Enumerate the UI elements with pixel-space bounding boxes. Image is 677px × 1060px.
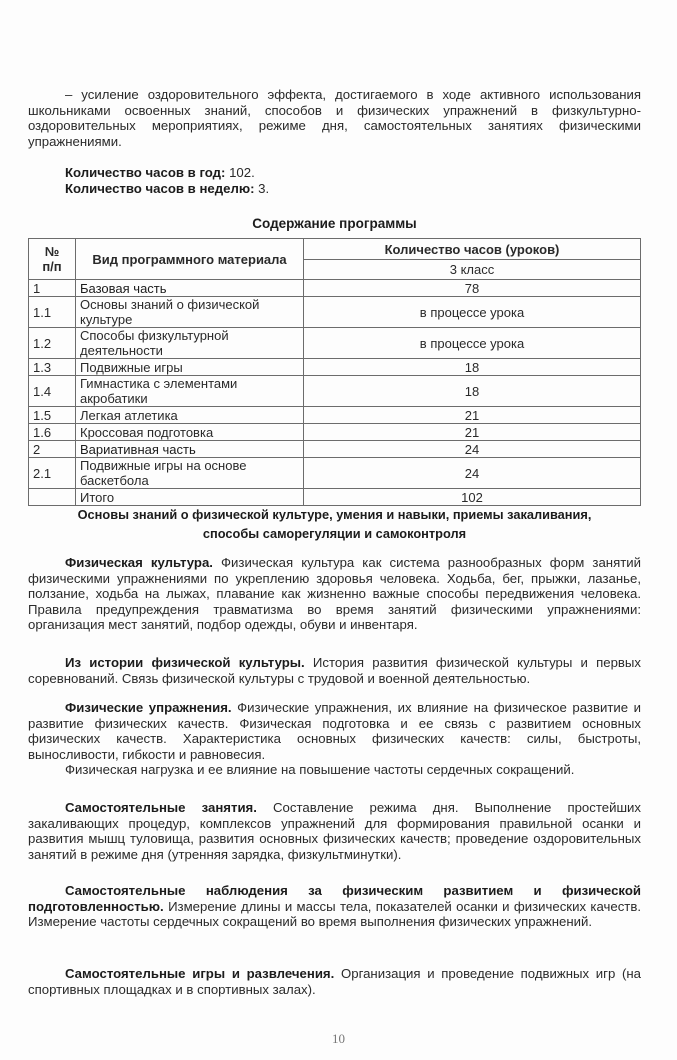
table-row bbox=[29, 328, 641, 359]
table-row bbox=[29, 376, 641, 407]
row-number: 1.6 bbox=[29, 424, 76, 441]
paragraph-heading: Самостоятельные игры и развлечения. bbox=[65, 966, 335, 981]
header-num: № п/п bbox=[29, 239, 76, 280]
paragraph-text: Физические упражнения, их влияние на физическое развитие и развитие физических качеств. Физическая подготовка и ее связь с развитием основных физических качеств. Характеристика основных физических качеств: силы, быстроты, выносливости, гибкости и равновесия. bbox=[28, 700, 641, 762]
row-hours: 102 bbox=[304, 489, 641, 506]
row-material: Кроссовая подготовка bbox=[76, 424, 304, 441]
paragraph-independent-sessions bbox=[28, 800, 641, 862]
paragraph-exercises bbox=[28, 700, 641, 778]
paragraph-self-observation bbox=[28, 883, 641, 930]
row-number: 1 bbox=[29, 280, 76, 297]
row-material: Вариативная часть bbox=[76, 441, 304, 458]
paragraph-heading: Физические упражнения. bbox=[65, 700, 232, 715]
hours-per-year-value: 102. bbox=[225, 165, 255, 180]
paragraph-extra: Физическая нагрузка и ее влияние на повышение частоты сердечных сокращений. bbox=[65, 762, 575, 778]
header-material: Вид программного материала bbox=[76, 239, 304, 280]
row-hours: в процессе урока bbox=[304, 328, 641, 359]
row-number: 1.3 bbox=[29, 359, 76, 376]
table-header-row bbox=[29, 239, 641, 260]
row-hours: 24 bbox=[304, 441, 641, 458]
paragraph-heading: Физическая культура. bbox=[65, 555, 213, 570]
paragraph-heading: Самостоятельные наблюдения за физическим развитием и физической подготовленностью. bbox=[28, 883, 641, 914]
row-hours: 21 bbox=[304, 407, 641, 424]
row-number: 1.2 bbox=[29, 328, 76, 359]
paragraph-heading: Из истории физической культуры. bbox=[65, 655, 305, 670]
header-grade: 3 класс bbox=[304, 260, 641, 280]
hours-per-year bbox=[65, 165, 269, 181]
paragraph-history bbox=[28, 655, 641, 686]
row-number: 2.1 bbox=[29, 458, 76, 489]
row-material: Подвижные игры на основе баскетбола bbox=[76, 458, 304, 489]
hours-per-week bbox=[65, 181, 269, 197]
table-title: Содержание программы bbox=[252, 216, 417, 231]
intro-paragraph: – усиление оздоровительного эффекта, достигаемого в ходе активного использования школьниками освоенных знаний, способов и физических упражнений в физкультурно-оздоровительных мероприятиях, режиме дня, самостоятельных занятиях физическими упражнениями. bbox=[28, 87, 641, 149]
hours-per-year-label: Количество часов в год: bbox=[65, 165, 226, 180]
row-number: 1.5 bbox=[29, 407, 76, 424]
hours-per-week-label: Количество часов в неделю: bbox=[65, 181, 255, 196]
row-material: Подвижные игры bbox=[76, 359, 304, 376]
row-material: Основы знаний о физической культуре bbox=[76, 297, 304, 328]
section-title bbox=[28, 505, 641, 543]
hours-per-week-value: 3. bbox=[254, 181, 270, 196]
section-title-line1: Основы знаний о физической культуре, умения и навыки, приемы закаливания, bbox=[77, 507, 592, 522]
row-hours: 18 bbox=[304, 376, 641, 407]
paragraph-physical-culture bbox=[28, 555, 641, 633]
row-hours: 18 bbox=[304, 359, 641, 376]
row-material: Легкая атлетика bbox=[76, 407, 304, 424]
header-hours: Количество часов (уроков) bbox=[304, 239, 641, 260]
paragraph-heading: Самостоятельные занятия. bbox=[65, 800, 257, 815]
table-row bbox=[29, 407, 641, 424]
section-title-line2: способы саморегуляции и самоконтроля bbox=[202, 526, 467, 541]
table-row bbox=[29, 359, 641, 376]
row-hours: 78 bbox=[304, 280, 641, 297]
paragraph-text: Физическая культура как система разнообразных форм занятий физическими упражнениями по укреплению здоровья человека. Ходьба, бег, прыжки, лазанье, ползание, ходьба на лыжах, плавание как жизненно важные способы передвижения человека. Правила предупреждения травматизма во время занятий физическими упражнениями: организация мест занятий, подбор одежды, обуви и инвентаря. bbox=[28, 555, 642, 633]
row-number: 1.4 bbox=[29, 376, 76, 407]
program-table bbox=[28, 238, 641, 506]
row-hours: в процессе урока bbox=[304, 297, 641, 328]
table-row bbox=[29, 424, 641, 441]
row-hours: 24 bbox=[304, 458, 641, 489]
page-number: 10 bbox=[332, 1031, 345, 1046]
row-number: 2 bbox=[29, 441, 76, 458]
hours-summary bbox=[65, 165, 269, 197]
paragraph-text: Организация и проведение подвижных игр (на спортивных площадках и в спортивных залах). bbox=[28, 966, 641, 997]
row-material: Способы физкультурной деятельности bbox=[76, 328, 304, 359]
paragraph-games bbox=[28, 966, 641, 997]
row-number: 1.1 bbox=[29, 297, 76, 328]
row-hours: 21 bbox=[304, 424, 641, 441]
row-number bbox=[29, 489, 76, 506]
table-row bbox=[29, 458, 641, 489]
table-row bbox=[29, 280, 641, 297]
paragraph-text: Составление режима дня. Выполнение простейших закаливающих процедур, комплексов упражнений для формирования правильной осанки и развития мышц туловища, развития основных физических качеств; проведение оздоровительных занятий в режиме дня (утренняя зарядка, физкультминутки). bbox=[28, 800, 641, 862]
row-material: Итого bbox=[76, 489, 304, 506]
row-material: Гимнастика с элементами акробатики bbox=[76, 376, 304, 407]
table-row bbox=[29, 297, 641, 328]
table-row bbox=[29, 489, 641, 506]
paragraph-text: Измерение длины и массы тела, показателей осанки и физических качеств. Измерение частоты сердечных сокращений во время выполнения физических упражнений. bbox=[28, 898, 641, 930]
table-row bbox=[29, 441, 641, 458]
row-material: Базовая часть bbox=[76, 280, 304, 297]
paragraph-text: История развития физической культуры и первых соревнований. Связь физической культуры с трудовой и военной деятельностью. bbox=[28, 655, 641, 686]
